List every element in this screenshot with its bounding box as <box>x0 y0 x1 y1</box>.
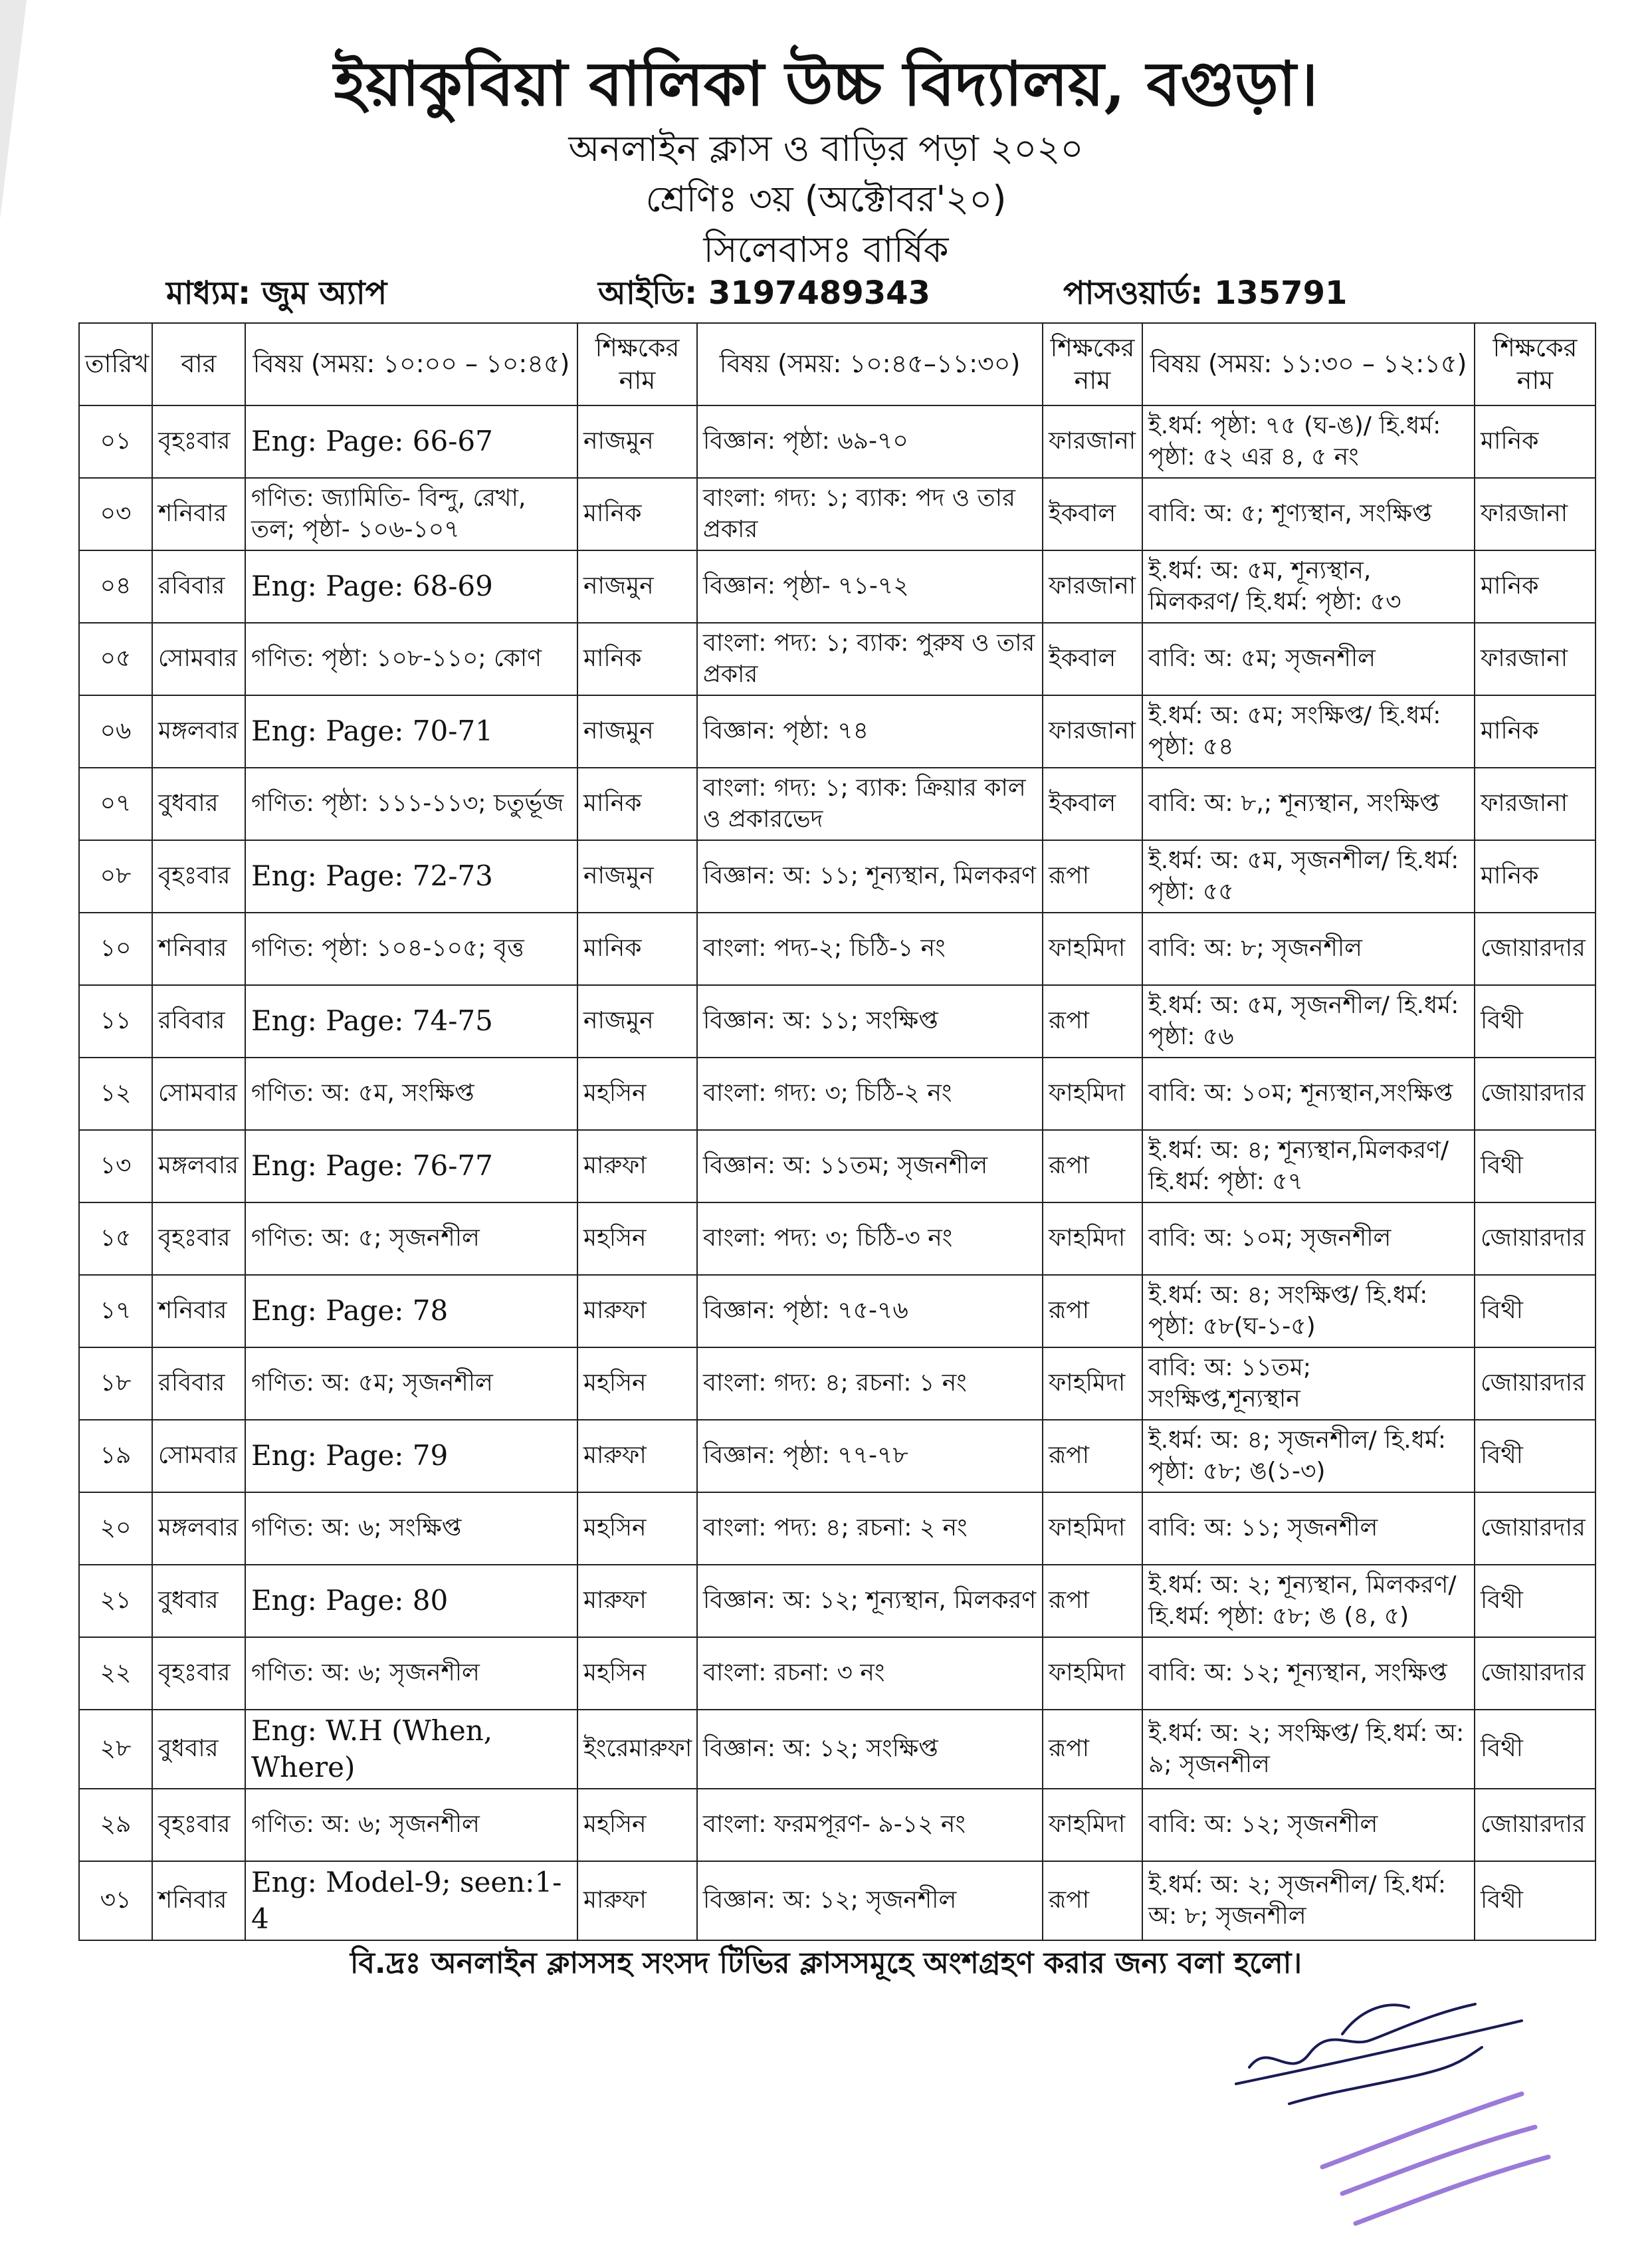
class-month: শ্রেণিঃ ৩য় (অক্টোবর'২০) <box>645 178 1007 220</box>
cell-date: ১০ <box>79 913 152 985</box>
cell-day: শনিবার <box>152 913 245 985</box>
cell-subject-1: গণিত: অ: ৬; সৃজনশীল <box>245 1637 577 1710</box>
cell-subject-3: বাবি: অ: ১২; শূন্যস্থান, সংক্ষিপ্ত <box>1142 1637 1475 1710</box>
table-row <box>79 840 1596 913</box>
cell-subject-3: বাবি: অ: ১০ম; সৃজনশীল <box>1142 1202 1475 1275</box>
header-day: বার <box>152 323 245 405</box>
header-teacher-3: শিক্ষকের নাম <box>1475 323 1596 405</box>
table-row <box>79 1861 1596 1940</box>
cell-teacher-1: মারুফা <box>577 1130 697 1202</box>
cell-teacher-3: বিথী <box>1475 1420 1596 1492</box>
cell-teacher-1: নাজমুন <box>577 405 697 478</box>
cell-subject-2: বিজ্ঞান: অ: ১২; শূন্যস্থান, মিলকরণ <box>697 1565 1043 1637</box>
header-teacher-1: শিক্ষকের নাম <box>577 323 697 405</box>
cell-teacher-2: রূপা <box>1043 1565 1142 1637</box>
cell-subject-1: গণিত: পৃষ্ঠা: ১১১-১১৩; চতুর্ভূজ <box>245 768 577 840</box>
cell-teacher-1: মহসিন <box>577 1202 697 1275</box>
schedule-body <box>79 405 1596 1940</box>
cell-subject-1: গণিত: পৃষ্ঠা: ১০৮-১১০; কোণ <box>245 623 577 695</box>
cell-day: সোমবার <box>152 623 245 695</box>
cell-subject-2: বাংলা: পদ্য: ১; ব্যাক: পুরুষ ও তার প্রকার <box>697 623 1043 695</box>
cell-teacher-1: মারুফা <box>577 1861 697 1940</box>
table-row <box>79 1789 1596 1861</box>
cell-teacher-3: ফারজানা <box>1475 478 1596 550</box>
cell-subject-2: বাংলা: পদ্য: ৪; রচনা: ২ নং <box>697 1492 1043 1565</box>
cell-day: বুধবার <box>152 1565 245 1637</box>
cell-subject-3: ই.ধর্ম: অ: ৪; শূন্যস্থান,মিলকরণ/ হি.ধর্ম: পৃষ্ঠা: ৫৭ <box>1142 1130 1475 1202</box>
cell-subject-2: বাংলা: গদ্য: ১; ব্যাক: পদ ও তার প্রকার <box>697 478 1043 550</box>
medium-label: মাধ্যম: জুম অ্যাপ <box>166 275 387 312</box>
cell-day: শনিবার <box>152 478 245 550</box>
cell-day: সোমবার <box>152 1058 245 1130</box>
table-row <box>79 1710 1596 1789</box>
cell-teacher-2: রূপা <box>1043 1710 1142 1789</box>
cell-subject-3: ই.ধর্ম: অ: ২; সংক্ষিপ্ত/ হি.ধর্ম: অ: ৯; সৃজনশীল <box>1142 1710 1475 1789</box>
cell-date: ০৮ <box>79 840 152 913</box>
header-subject-2: বিষয় (সময়: ১০:৪৫–১১:৩০) <box>697 323 1043 405</box>
cell-teacher-1: নাজমুন <box>577 985 697 1058</box>
cell-subject-2: বাংলা: ফরমপূরণ- ৯-১২ নং <box>697 1789 1043 1861</box>
cell-teacher-2: ইকবাল <box>1043 623 1142 695</box>
schedule-subtitle: অনলাইন ক্লাস ও বাড়ির পড়া ২০২০ <box>568 128 1084 170</box>
cell-day: বুধবার <box>152 1710 245 1789</box>
cell-teacher-1: মারুফা <box>577 1565 697 1637</box>
cell-teacher-3: মানিক <box>1475 550 1596 623</box>
cell-subject-1: গণিত: পৃষ্ঠা: ১০৪-১০৫; বৃত্ত <box>245 913 577 985</box>
cell-subject-3: ই.ধর্ম: অ: ৫ম, সৃজনশীল/ হি.ধর্ম: পৃষ্ঠা: ৫৬ <box>1142 985 1475 1058</box>
table-row <box>79 1130 1596 1202</box>
cell-day: সোমবার <box>152 1420 245 1492</box>
cell-teacher-3: ফারজানা <box>1475 768 1596 840</box>
cell-date: ১১ <box>79 985 152 1058</box>
table-row <box>79 913 1596 985</box>
cell-subject-2: বিজ্ঞান: পৃষ্ঠা: ৬৯-৭০ <box>697 405 1043 478</box>
cell-teacher-3: জোয়ারদার <box>1475 1492 1596 1565</box>
cell-subject-2: বিজ্ঞান: পৃষ্ঠা: ৭৫-৭৬ <box>697 1275 1043 1347</box>
cell-subject-1: Eng: Page: 66-67 <box>245 405 577 478</box>
header-row <box>79 323 1596 405</box>
cell-date: ০৫ <box>79 623 152 695</box>
table-row <box>79 695 1596 768</box>
cell-teacher-1: মারুফা <box>577 1275 697 1347</box>
cell-day: রবিবার <box>152 1347 245 1420</box>
cell-day: মঙ্গলবার <box>152 1492 245 1565</box>
cell-teacher-2: ফাহমিদা <box>1043 1347 1142 1420</box>
table-row <box>79 1565 1596 1637</box>
table-row <box>79 1058 1596 1130</box>
cell-subject-3: ই.ধর্ম: অ: ৫ম; সংক্ষিপ্ত/ হি.ধর্ম: পৃষ্ঠা: ৫৪ <box>1142 695 1475 768</box>
cell-date: ২২ <box>79 1637 152 1710</box>
cell-subject-1: Eng: Page: 80 <box>245 1565 577 1637</box>
cell-teacher-1: নাজমুন <box>577 840 697 913</box>
cell-subject-1: গণিত: অ: ৫ম, সংক্ষিপ্ত <box>245 1058 577 1130</box>
table-row <box>79 550 1596 623</box>
cell-teacher-2: ফাহমিদা <box>1043 1492 1142 1565</box>
cell-subject-3: ই.ধর্ম: অ: ৫ম, শূন্যস্থান, মিলকরণ/ হি.ধর্ম: পৃষ্ঠা: ৫৩ <box>1142 550 1475 623</box>
cell-subject-2: বিজ্ঞান: অ: ১২; সৃজনশীল <box>697 1861 1043 1940</box>
cell-subject-3: বাবি: অ: ১১; সৃজনশীল <box>1142 1492 1475 1565</box>
table-row <box>79 985 1596 1058</box>
cell-teacher-1: নাজমুন <box>577 550 697 623</box>
cell-teacher-3: বিথী <box>1475 1710 1596 1789</box>
cell-subject-3: বাবি: অ: ৮; সৃজনশীল <box>1142 913 1475 985</box>
cell-date: ১৮ <box>79 1347 152 1420</box>
cell-date: ০৬ <box>79 695 152 768</box>
cell-subject-1: Eng: W.H (When, Where) <box>245 1710 577 1789</box>
cell-teacher-3: জোয়ারদার <box>1475 1058 1596 1130</box>
cell-day: বৃহঃবার <box>152 840 245 913</box>
cell-teacher-3: মানিক <box>1475 840 1596 913</box>
cell-day: রবিবার <box>152 550 245 623</box>
cell-subject-2: বিজ্ঞান: অ: ১১তম; সৃজনশীল <box>697 1130 1043 1202</box>
cell-subject-1: গণিত: অ: ৬; সংক্ষিপ্ত <box>245 1492 577 1565</box>
cell-date: ১৭ <box>79 1275 152 1347</box>
cell-teacher-3: জোয়ারদার <box>1475 913 1596 985</box>
cell-day: বৃহঃবার <box>152 1637 245 1710</box>
cell-subject-1: Eng: Page: 68-69 <box>245 550 577 623</box>
cell-subject-2: বাংলা: রচনা: ৩ নং <box>697 1637 1043 1710</box>
cell-teacher-2: ইকবাল <box>1043 478 1142 550</box>
cell-date: ০১ <box>79 405 152 478</box>
cell-subject-3: বাবি: অ: ১০ম; শূন্যস্থান,সংক্ষিপ্ত <box>1142 1058 1475 1130</box>
cell-subject-1: গণিত: অ: ৬; সৃজনশীল <box>245 1789 577 1861</box>
cell-date: ১২ <box>79 1058 152 1130</box>
cell-subject-2: বাংলা: গদ্য: ৪; রচনা: ১ নং <box>697 1347 1043 1420</box>
cell-day: বৃহঃবার <box>152 405 245 478</box>
cell-date: ১৫ <box>79 1202 152 1275</box>
cell-teacher-2: ফাহমিদা <box>1043 1789 1142 1861</box>
cell-subject-1: Eng: Page: 70-71 <box>245 695 577 768</box>
cell-day: বুধবার <box>152 768 245 840</box>
cell-teacher-3: বিথী <box>1475 1861 1596 1940</box>
cell-subject-1: Eng: Page: 76-77 <box>245 1130 577 1202</box>
cell-teacher-1: মহসিন <box>577 1058 697 1130</box>
cell-day: বৃহঃবার <box>152 1202 245 1275</box>
cell-subject-2: বিজ্ঞান: অ: ১২; সংক্ষিপ্ত <box>697 1710 1043 1789</box>
schedule-table <box>78 322 1596 1941</box>
header-subject-1: বিষয় (সময়: ১০:০০ – ১০:৪৫) <box>245 323 577 405</box>
cell-teacher-3: জোয়ারদার <box>1475 1637 1596 1710</box>
cell-subject-3: ই.ধর্ম: অ: ২; সৃজনশীল/ হি.ধর্ম: অ: ৮; সৃজনশীল <box>1142 1861 1475 1940</box>
cell-subject-1: গণিত: অ: ৫ম; সৃজনশীল <box>245 1347 577 1420</box>
cell-teacher-2: রূপা <box>1043 1861 1142 1940</box>
cell-teacher-2: ফারজানা <box>1043 695 1142 768</box>
table-row <box>79 478 1596 550</box>
cell-teacher-1: ইংরেমারুফা <box>577 1710 697 1789</box>
cell-date: ২৮ <box>79 1710 152 1789</box>
cell-date: ১৯ <box>79 1420 152 1492</box>
cell-teacher-1: নাজমুন <box>577 695 697 768</box>
cell-date: ২০ <box>79 1492 152 1565</box>
cell-subject-1: Eng: Page: 72-73 <box>245 840 577 913</box>
signature-stamp <box>1209 1968 1555 2247</box>
cell-day: বৃহঃবার <box>152 1789 245 1861</box>
cell-teacher-3: বিথী <box>1475 1130 1596 1202</box>
cell-teacher-3: ফারজানা <box>1475 623 1596 695</box>
cell-teacher-2: রূপা <box>1043 985 1142 1058</box>
cell-subject-3: ই.ধর্ম: পৃষ্ঠা: ৭৫ (ঘ-ঙ)/ হি.ধর্ম: পৃষ্ঠা: ৫২ এর ৪, ৫ নং <box>1142 405 1475 478</box>
cell-subject-1: Eng: Page: 78 <box>245 1275 577 1347</box>
cell-subject-2: বিজ্ঞান: অ: ১১; সংক্ষিপ্ত <box>697 985 1043 1058</box>
table-row <box>79 1420 1596 1492</box>
cell-teacher-2: ফাহমিদা <box>1043 1202 1142 1275</box>
cell-teacher-2: রূপা <box>1043 840 1142 913</box>
cell-teacher-1: মহসিন <box>577 1637 697 1710</box>
cell-subject-3: বাবি: অ: ৫; শূণ্যস্থান, সংক্ষিপ্ত <box>1142 478 1475 550</box>
cell-date: ০৭ <box>79 768 152 840</box>
cell-subject-2: বিজ্ঞান: অ: ১১; শূন্যস্থান, মিলকরণ <box>697 840 1043 913</box>
cell-date: ০৪ <box>79 550 152 623</box>
cell-subject-1: গণিত: জ্যামিতি- বিন্দু, রেখা, তল; পৃষ্ঠা- ১০৬-১০৭ <box>245 478 577 550</box>
cell-day: শনিবার <box>152 1861 245 1940</box>
table-row <box>79 768 1596 840</box>
table-row <box>79 1347 1596 1420</box>
cell-date: ১৩ <box>79 1130 152 1202</box>
cell-day: মঙ্গলবার <box>152 695 245 768</box>
notice-text: বি.দ্রঃ অনলাইন ক্লাসসহ সংসদ টিভির ক্লাসসমূহে অংশগ্রহণ করার জন্য বলা হলো। <box>350 1946 1302 1980</box>
cell-subject-3: বাবি: অ: ১১তম; সংক্ষিপ্ত,শূন্যস্থান <box>1142 1347 1475 1420</box>
cell-subject-2: বিজ্ঞান: পৃষ্ঠা: ৭৪ <box>697 695 1043 768</box>
cell-teacher-3: জোয়ারদার <box>1475 1202 1596 1275</box>
cell-teacher-2: ফাহমিদা <box>1043 1058 1142 1130</box>
cell-subject-1: গণিত: অ: ৫; সৃজনশীল <box>245 1202 577 1275</box>
cell-subject-3: ই.ধর্ম: অ: ২; শূন্যস্থান, মিলকরণ/ হি.ধর্ম: পৃষ্ঠা: ৫৮; ঙ (৪, ৫) <box>1142 1565 1475 1637</box>
cell-teacher-2: রূপা <box>1043 1420 1142 1492</box>
cell-day: রবিবার <box>152 985 245 1058</box>
cell-date: ৩১ <box>79 1861 152 1940</box>
cell-date: ২৯ <box>79 1789 152 1861</box>
cell-subject-3: ই.ধর্ম: অ: ৪; সৃজনশীল/ হি.ধর্ম: পৃষ্ঠা: ৫৮; ঙ(১-৩) <box>1142 1420 1475 1492</box>
header-teacher-2: শিক্ষকের নাম <box>1043 323 1142 405</box>
cell-teacher-1: মারুফা <box>577 1420 697 1492</box>
cell-teacher-3: বিথী <box>1475 1565 1596 1637</box>
header-date: তারিখ <box>79 323 152 405</box>
table-row <box>79 1492 1596 1565</box>
cell-date: ০৩ <box>79 478 152 550</box>
zoom-password: পাসওয়ার্ড: 135791 <box>1063 275 1348 312</box>
handwritten-signature <box>1236 2004 1522 2104</box>
cell-teacher-2: রূপা <box>1043 1130 1142 1202</box>
cell-subject-1: Eng: Page: 74-75 <box>245 985 577 1058</box>
cell-teacher-3: বিথী <box>1475 1275 1596 1347</box>
cell-teacher-2: ফাহমিদা <box>1043 913 1142 985</box>
cell-subject-3: বাবি: অ: ১২; সৃজনশীল <box>1142 1789 1475 1861</box>
cell-date: ২১ <box>79 1565 152 1637</box>
cell-teacher-3: মানিক <box>1475 695 1596 768</box>
cell-teacher-1: মানিক <box>577 623 697 695</box>
cell-subject-3: বাবি: অ: ৮,; শূন্যস্থান, সংক্ষিপ্ত <box>1142 768 1475 840</box>
cell-subject-2: বাংলা: পদ্য-২; চিঠি-১ নং <box>697 913 1043 985</box>
syllabus-label: সিলেবাসঃ বার্ষিক <box>703 229 949 271</box>
cell-subject-2: বাংলা: পদ্য: ৩; চিঠি-৩ নং <box>697 1202 1043 1275</box>
cell-teacher-2: রূপা <box>1043 1275 1142 1347</box>
cell-teacher-3: জোয়ারদার <box>1475 1789 1596 1861</box>
table-row <box>79 1275 1596 1347</box>
cell-teacher-3: বিথী <box>1475 985 1596 1058</box>
table-row <box>79 1637 1596 1710</box>
cell-teacher-2: ফাহমিদা <box>1043 1637 1142 1710</box>
cell-subject-2: বিজ্ঞান: পৃষ্ঠা- ৭১-৭২ <box>697 550 1043 623</box>
cell-teacher-1: মহসিন <box>577 1347 697 1420</box>
cell-teacher-2: ইকবাল <box>1043 768 1142 840</box>
table-row <box>79 405 1596 478</box>
cell-teacher-2: ফারজানা <box>1043 405 1142 478</box>
cell-subject-2: বিজ্ঞান: পৃষ্ঠা: ৭৭-৭৮ <box>697 1420 1043 1492</box>
cell-subject-1: Eng: Page: 79 <box>245 1420 577 1492</box>
cell-subject-3: ই.ধর্ম: অ: ৫ম, সৃজনশীল/ হি.ধর্ম: পৃষ্ঠা: ৫৫ <box>1142 840 1475 913</box>
cell-teacher-1: মানিক <box>577 478 697 550</box>
cell-teacher-3: জোয়ারদার <box>1475 1347 1596 1420</box>
cell-subject-1: Eng: Model-9; seen:1-4 <box>245 1861 577 1940</box>
cell-teacher-1: মহসিন <box>577 1492 697 1565</box>
cell-teacher-1: মানিক <box>577 913 697 985</box>
cell-subject-3: ই.ধর্ম: অ: ৪; সংক্ষিপ্ত/ হি.ধর্ম: পৃষ্ঠা: ৫৮(ঘ-১-৫) <box>1142 1275 1475 1347</box>
header-subject-3: বিষয় (সময়: ১১:৩০ – ১২:১৫) <box>1142 323 1475 405</box>
cell-day: মঙ্গলবার <box>152 1130 245 1202</box>
table-row <box>79 623 1596 695</box>
cell-teacher-2: ফারজানা <box>1043 550 1142 623</box>
cell-subject-2: বাংলা: গদ্য: ৩; চিঠি-২ নং <box>697 1058 1043 1130</box>
cell-teacher-1: মহসিন <box>577 1789 697 1861</box>
table-row <box>79 1202 1596 1275</box>
cell-teacher-1: মানিক <box>577 768 697 840</box>
cell-day: শনিবার <box>152 1275 245 1347</box>
cell-teacher-3: মানিক <box>1475 405 1596 478</box>
zoom-id: আইডি: 3197489343 <box>598 275 930 312</box>
purple-stamp <box>1322 2094 1548 2223</box>
cell-subject-2: বাংলা: গদ্য: ১; ব্যাক: ক্রিয়ার কাল ও প্রকারভেদ <box>697 768 1043 840</box>
cell-subject-3: বাবি: অ: ৫ম; সৃজনশীল <box>1142 623 1475 695</box>
school-title: ইয়াকুবিয়া বালিকা উচ্চ বিদ্যালয়, বগুড়া। <box>334 48 1318 120</box>
